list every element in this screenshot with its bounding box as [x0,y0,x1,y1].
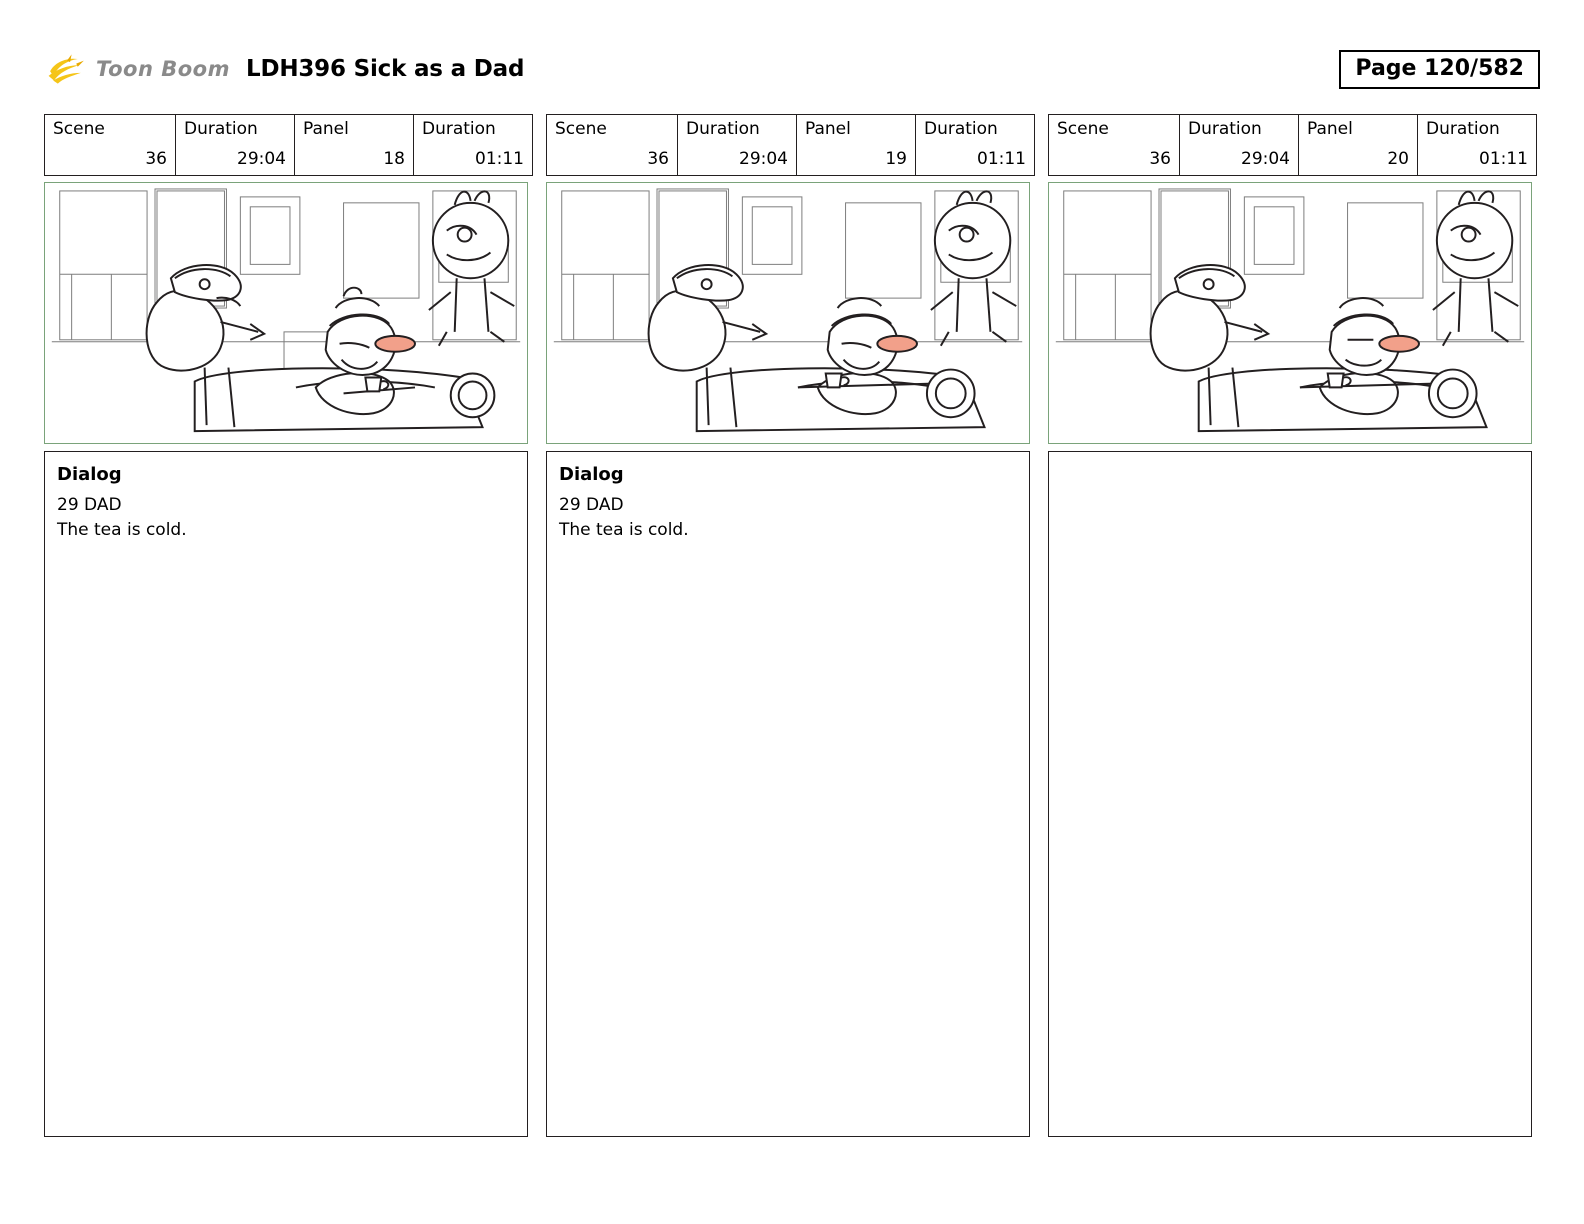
panel-column [44,114,528,1137]
panel-info-table [44,114,533,176]
page-header [44,40,1540,98]
dialog-character: 29 DAD [559,495,624,515]
scene-cell [1049,115,1180,176]
panel-value: 19 [885,149,907,169]
duration-label: Duration [184,119,258,139]
panel-value: 20 [1387,149,1409,169]
duration-label: Duration [686,119,760,139]
storyboard-thumbnail[interactable] [546,182,1030,444]
dialog-box[interactable] [546,451,1030,1137]
panel-duration-value: 01:11 [1479,149,1528,169]
panel-column [1048,114,1532,1137]
panel-info-table [1048,114,1537,176]
scene-duration-cell [678,115,797,176]
storyboard-drawing [547,183,1029,443]
page-title: LDH396 Sick as a Dad [245,56,525,82]
storyboard-thumbnail[interactable] [44,182,528,444]
panel-column [546,114,1030,1137]
panel-duration-cell [414,115,533,176]
panel-duration-label: Duration [924,119,998,139]
panel-duration-cell [1418,115,1537,176]
brand-name: Toon Boom [96,57,230,81]
scene-value: 36 [647,149,669,169]
panel-cell [797,115,916,176]
scene-label: Scene [555,119,607,139]
panel-label: Panel [805,119,851,139]
panel-label: Panel [1307,119,1353,139]
scene-label: Scene [53,119,105,139]
scene-duration-value: 29:04 [237,149,286,169]
panel-duration-label: Duration [1426,119,1500,139]
sun-burst-icon [44,51,90,87]
dialog-box[interactable] [44,451,528,1137]
panel-duration-label: Duration [422,119,496,139]
scene-value: 36 [145,149,167,169]
scene-cell [547,115,678,176]
panel-duration-value: 01:11 [977,149,1026,169]
scene-duration-cell [1180,115,1299,176]
panel-label: Panel [303,119,349,139]
scene-cell [45,115,176,176]
dialog-text: The tea is cold. [559,519,689,540]
scene-value: 36 [1149,149,1171,169]
storyboard-drawing [1049,183,1531,443]
panel-cell [295,115,414,176]
panel-duration-value: 01:11 [475,149,524,169]
scene-duration-value: 29:04 [1241,149,1290,169]
brand-logo [44,51,230,87]
scene-label: Scene [1057,119,1109,139]
dialog-box[interactable] [1048,451,1532,1137]
panel-value: 18 [383,149,405,169]
panel-cell [1299,115,1418,176]
dialog-text: The tea is cold. [57,519,187,540]
duration-label: Duration [1188,119,1262,139]
storyboard-drawing [45,183,527,443]
dialog-character: 29 DAD [57,495,122,515]
dialog-heading: Dialog [57,464,122,485]
panel-info-table [546,114,1035,176]
storyboard-thumbnail[interactable] [1048,182,1532,444]
page-counter: Page 120/582 [1339,50,1540,89]
panel-duration-cell [916,115,1035,176]
panel-grid [44,114,1540,1137]
dialog-heading: Dialog [559,464,624,485]
scene-duration-value: 29:04 [739,149,788,169]
scene-duration-cell [176,115,295,176]
